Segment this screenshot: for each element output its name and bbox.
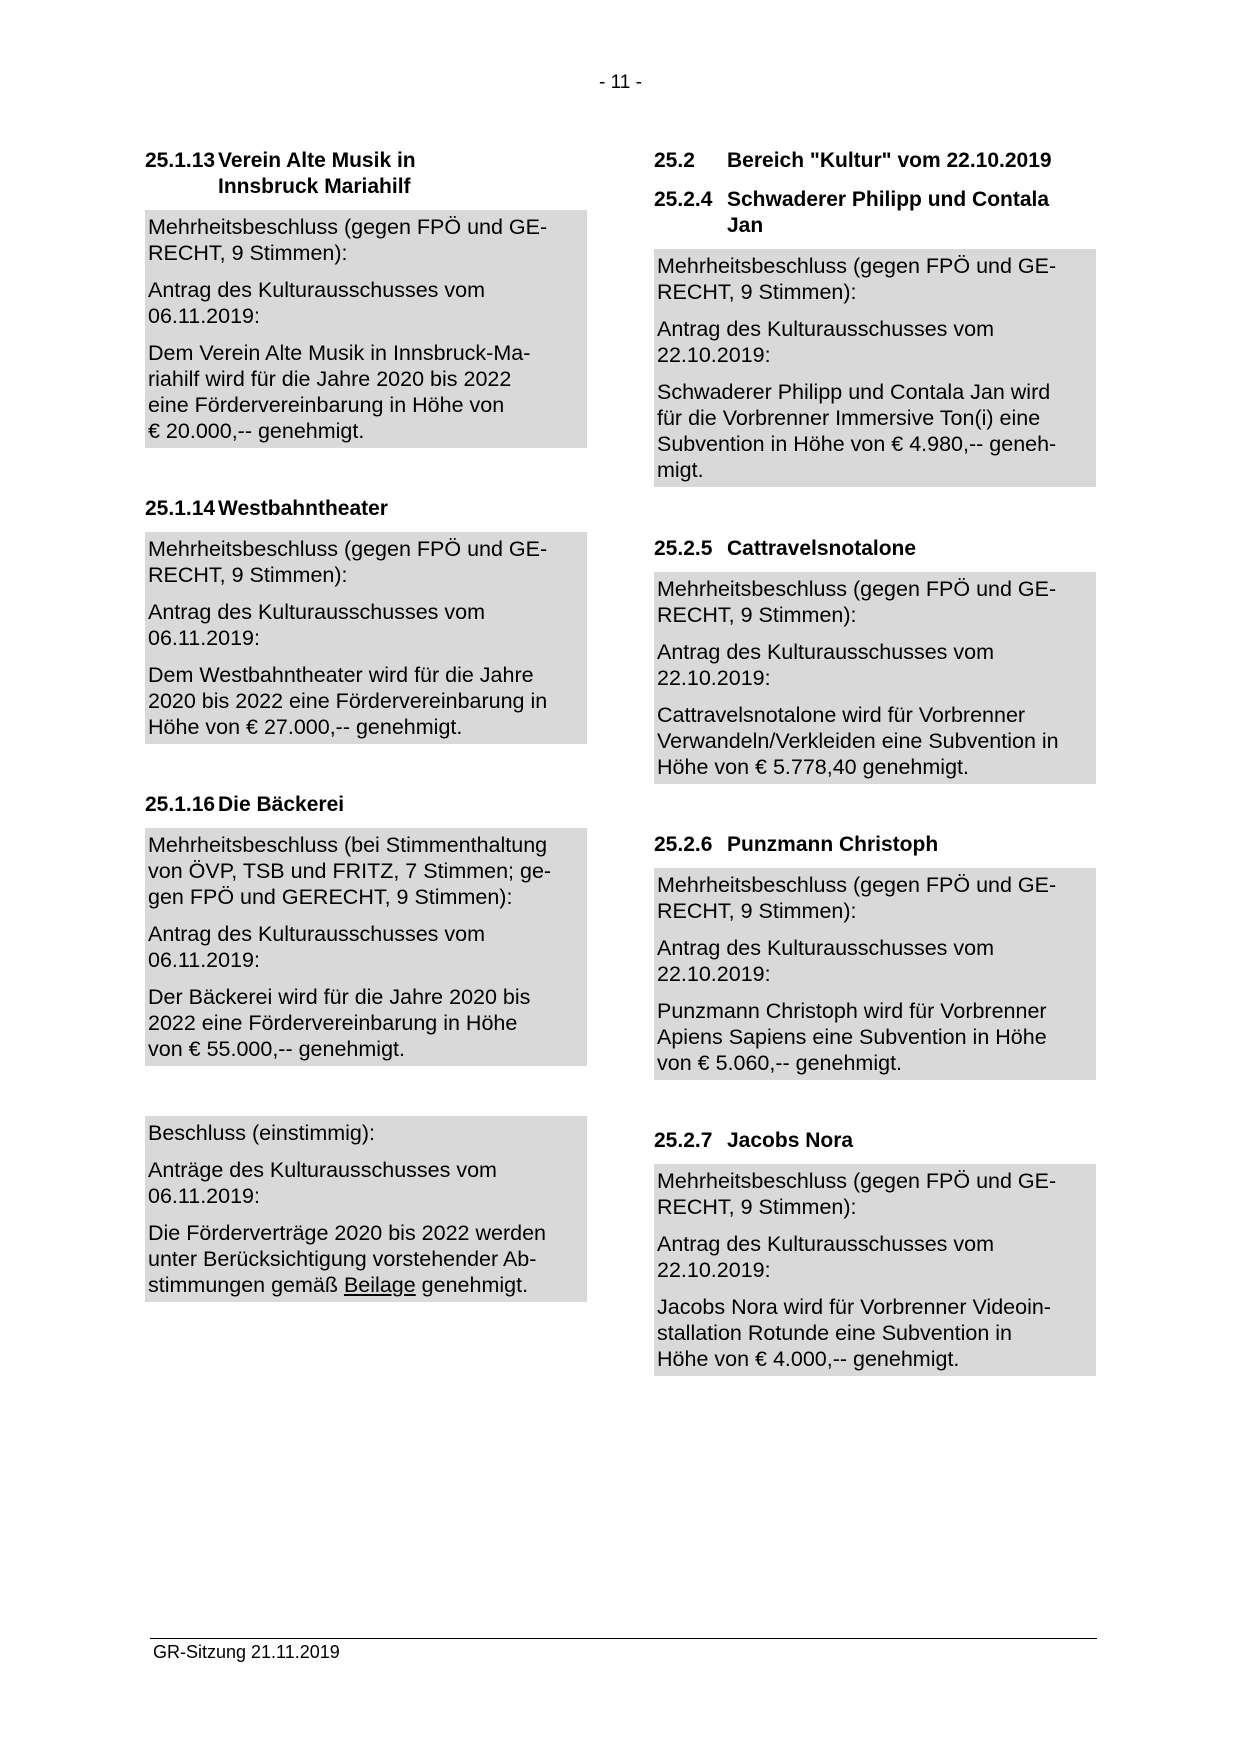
resolution-box	[145, 532, 587, 744]
section-number: 25.2.5	[654, 537, 713, 560]
resolution-box	[654, 1164, 1096, 1376]
section-title: Cattravelsnotalone	[727, 537, 917, 560]
motion-reference: Antrag des Kulturausschusses vom 06.11.2019:	[148, 600, 485, 650]
vote-result: Mehrheitsbeschluss (gegen FPÖ und GE- RECHT, 9 Stimmen):	[657, 254, 1057, 304]
vote-result: Mehrheitsbeschluss (bei Stimmenthaltung von ÖVP, TSB und FRITZ, 7 Stimmen; ge- gen FPÖ und GERECHT, 9 Stimmen):	[148, 833, 552, 909]
section-25-2-4	[654, 187, 1096, 487]
resolution-box	[654, 868, 1096, 1080]
section-title: Westbahntheater	[218, 497, 388, 520]
resolution-text: Die Förderverträge 2020 bis 2022 werden unter Berücksichtigung vorstehender Ab- stimmungen gemäß Beilage genehmigt.	[148, 1221, 546, 1297]
right-column	[654, 148, 1096, 1376]
section-25-2-6	[654, 832, 1096, 1080]
section-title: Die Bäckerei	[218, 793, 345, 816]
section-heading	[145, 496, 587, 522]
footer-text: GR-Sitzung 21.11.2019	[153, 1642, 340, 1662]
section-heading	[654, 187, 1096, 239]
motion-reference: Antrag des Kulturausschusses vom 22.10.2019:	[657, 936, 994, 986]
section-number: 25.2.6	[654, 833, 713, 856]
section-25-1-14	[145, 496, 587, 744]
section-number: 25.1.14	[145, 497, 216, 520]
left-column	[145, 148, 587, 1302]
section-title-cont: Jan	[727, 214, 764, 237]
resolution-box	[654, 572, 1096, 784]
section-heading	[145, 148, 587, 200]
section-number: 25.1.16	[145, 793, 216, 816]
section-title-cont: Innsbruck Mariahilf	[218, 175, 411, 198]
motion-reference: Anträge des Kulturausschusses vom 06.11.2019:	[148, 1158, 497, 1208]
section-number: 25.2.4	[654, 188, 713, 211]
resolution-box	[145, 210, 587, 448]
motion-reference: Antrag des Kulturausschusses vom 22.10.2019:	[657, 317, 994, 367]
motion-reference: Antrag des Kulturausschusses vom 06.11.2019:	[148, 922, 485, 972]
footer-divider	[150, 1638, 1097, 1639]
resolution-box	[145, 1116, 587, 1302]
vote-result: Mehrheitsbeschluss (gegen FPÖ und GE- RECHT, 9 Stimmen):	[657, 577, 1057, 627]
resolution-text: Dem Westbahntheater wird für die Jahre 2020 bis 2022 eine Fördervereinbarung in Höhe von € 27.000,-- genehmigt.	[148, 663, 548, 739]
beilage-link[interactable]: Beilage	[343, 1273, 416, 1297]
motion-reference: Antrag des Kulturausschusses vom 22.10.2019:	[657, 1232, 994, 1282]
section-summary	[145, 1116, 587, 1302]
section-title: Punzmann Christoph	[727, 833, 939, 856]
resolution-text: Jacobs Nora wird für Vorbrenner Videoin- stallation Rotunde eine Subvention in Höhe von € 4.000,-- genehmigt.	[657, 1295, 1051, 1371]
resolution-box	[145, 828, 587, 1066]
section-25-1-13	[145, 148, 587, 448]
section-25-2-7	[654, 1128, 1096, 1376]
vote-result: Mehrheitsbeschluss (gegen FPÖ und GE- RECHT, 9 Stimmen):	[148, 215, 548, 265]
vote-result: Mehrheitsbeschluss (gegen FPÖ und GE- RECHT, 9 Stimmen):	[657, 873, 1057, 923]
section-heading	[654, 536, 1096, 562]
section-heading	[654, 1128, 1096, 1154]
section-title: Bereich "Kultur" vom 22.10.2019	[727, 149, 1052, 172]
vote-result: Mehrheitsbeschluss (gegen FPÖ und GE- RECHT, 9 Stimmen):	[657, 1169, 1057, 1219]
section-25-1-16	[145, 792, 587, 1066]
section-heading	[145, 792, 587, 818]
resolution-text: Der Bäckerei wird für die Jahre 2020 bis 2022 eine Fördervereinbarung in Höhe von € 55.000,-- genehmigt.	[148, 985, 531, 1061]
resolution-text: Punzmann Christoph wird für Vorbrenner Apiens Sapiens eine Subvention in Höhe von € 5.060,-- genehmigt.	[657, 999, 1047, 1075]
main-heading	[654, 148, 1096, 174]
vote-result: Beschluss (einstimmig):	[148, 1121, 375, 1145]
section-25-2-5	[654, 536, 1096, 784]
motion-reference: Antrag des Kulturausschusses vom 22.10.2019:	[657, 640, 994, 690]
section-number: 25.2.7	[654, 1129, 713, 1152]
page-number: - 11 -	[599, 72, 642, 93]
motion-reference: Antrag des Kulturausschusses vom 06.11.2019:	[148, 278, 485, 328]
section-number: 25.2	[654, 149, 695, 172]
section-title: Schwaderer Philipp und Contala	[727, 188, 1050, 211]
section-title: Verein Alte Musik in	[218, 149, 416, 172]
resolution-text: Dem Verein Alte Musik in Innsbruck-Ma- riahilf wird für die Jahre 2020 bis 2022 eine Fördervereinbarung in Höhe von € 20.000,-- genehmigt.	[148, 341, 531, 443]
resolution-text: Schwaderer Philipp und Contala Jan wird für die Vorbrenner Immersive Ton(i) eine Subvention in Höhe von € 4.980,-- geneh- migt.	[657, 380, 1057, 482]
section-title: Jacobs Nora	[727, 1129, 854, 1152]
resolution-box	[654, 249, 1096, 487]
section-number: 25.1.13	[145, 149, 216, 172]
resolution-text: Cattravelsnotalone wird für Vorbrenner Verwandeln/Verkleiden eine Subvention in Höhe von € 5.778,40 genehmigt.	[657, 703, 1059, 779]
section-heading	[654, 832, 1096, 858]
vote-result: Mehrheitsbeschluss (gegen FPÖ und GE- RECHT, 9 Stimmen):	[148, 537, 548, 587]
